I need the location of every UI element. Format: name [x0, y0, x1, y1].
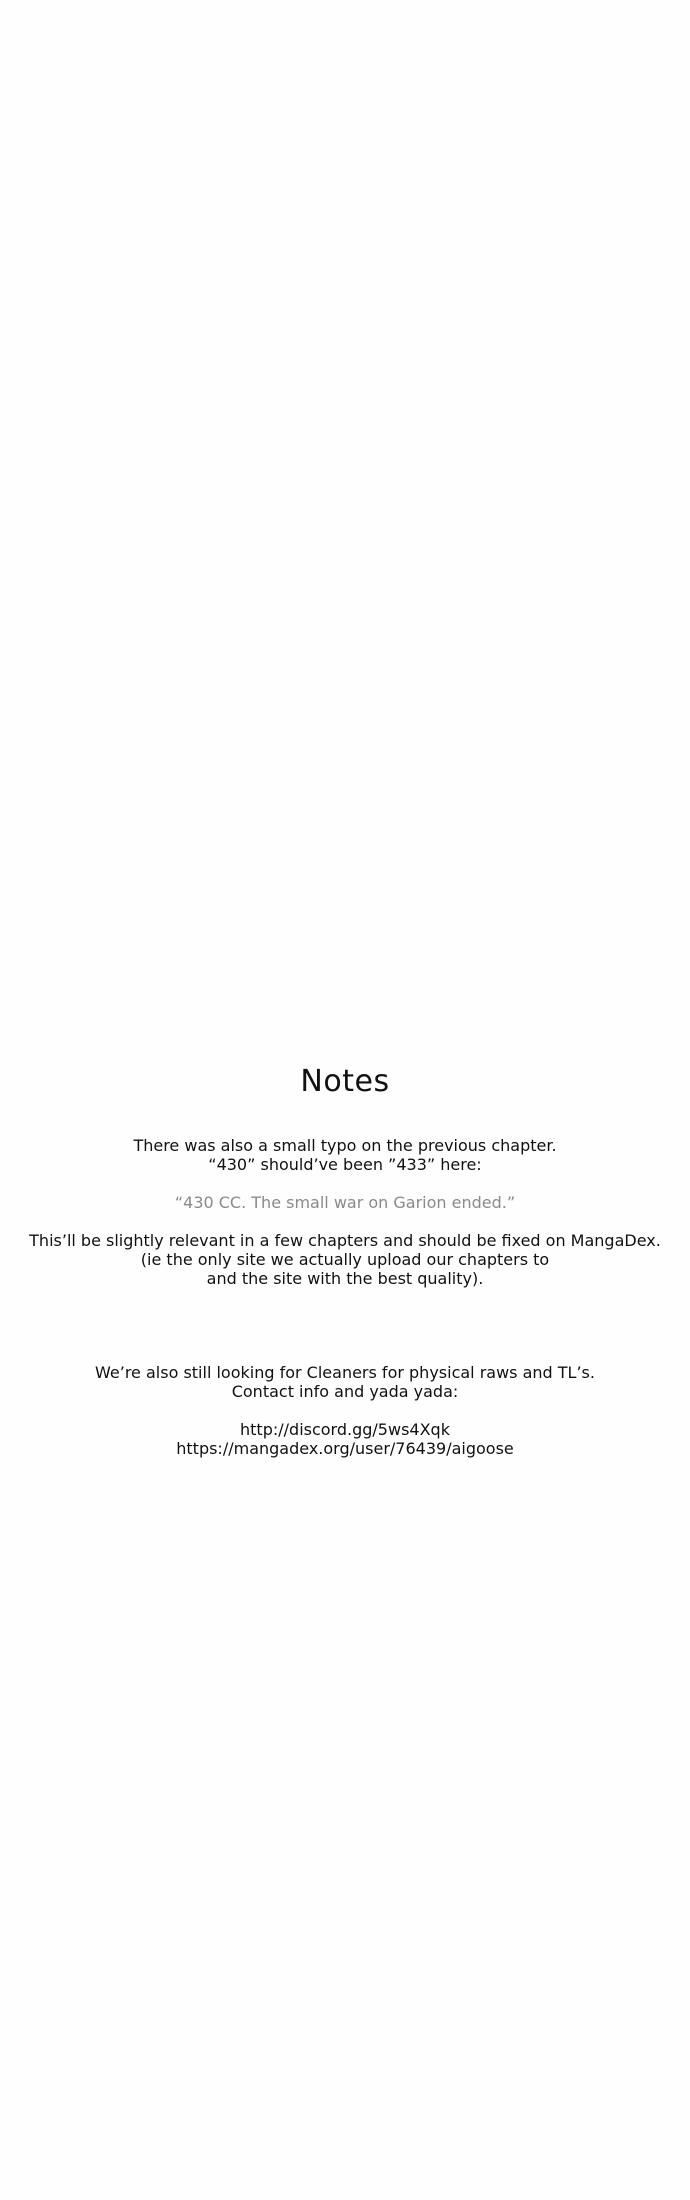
notes-title: Notes [300, 1064, 390, 1099]
recruit-note-block [0, 1363, 690, 1458]
typo-line-2: “430” should’ve been ”433” here: [208, 1155, 482, 1174]
typo-quote: “430 CC. The small war on Garion ended.” [174, 1193, 516, 1212]
recruit-line-1: We’re also still looking for Cleaners for physical raws and TL’s. [95, 1363, 595, 1382]
typo-line-3: This’ll be slightly relevant in a few chapters and should be fixed on MangaDex. [29, 1231, 661, 1250]
typo-note-block [0, 1136, 690, 1288]
spacer [0, 1401, 690, 1420]
spacer [0, 1212, 690, 1231]
recruit-line-2: Contact info and yada yada: [231, 1382, 459, 1401]
mangadex-link[interactable]: https://mangadex.org/user/76439/aigoose [176, 1439, 514, 1458]
typo-line-1: There was also a small typo on the previous chapter. [133, 1136, 557, 1155]
discord-link[interactable]: http://discord.gg/5ws4Xqk [240, 1420, 450, 1439]
spacer [0, 1174, 690, 1193]
typo-line-4: (ie the only site we actually upload our chapters to [140, 1250, 550, 1269]
typo-line-5: and the site with the best quality). [206, 1269, 484, 1288]
